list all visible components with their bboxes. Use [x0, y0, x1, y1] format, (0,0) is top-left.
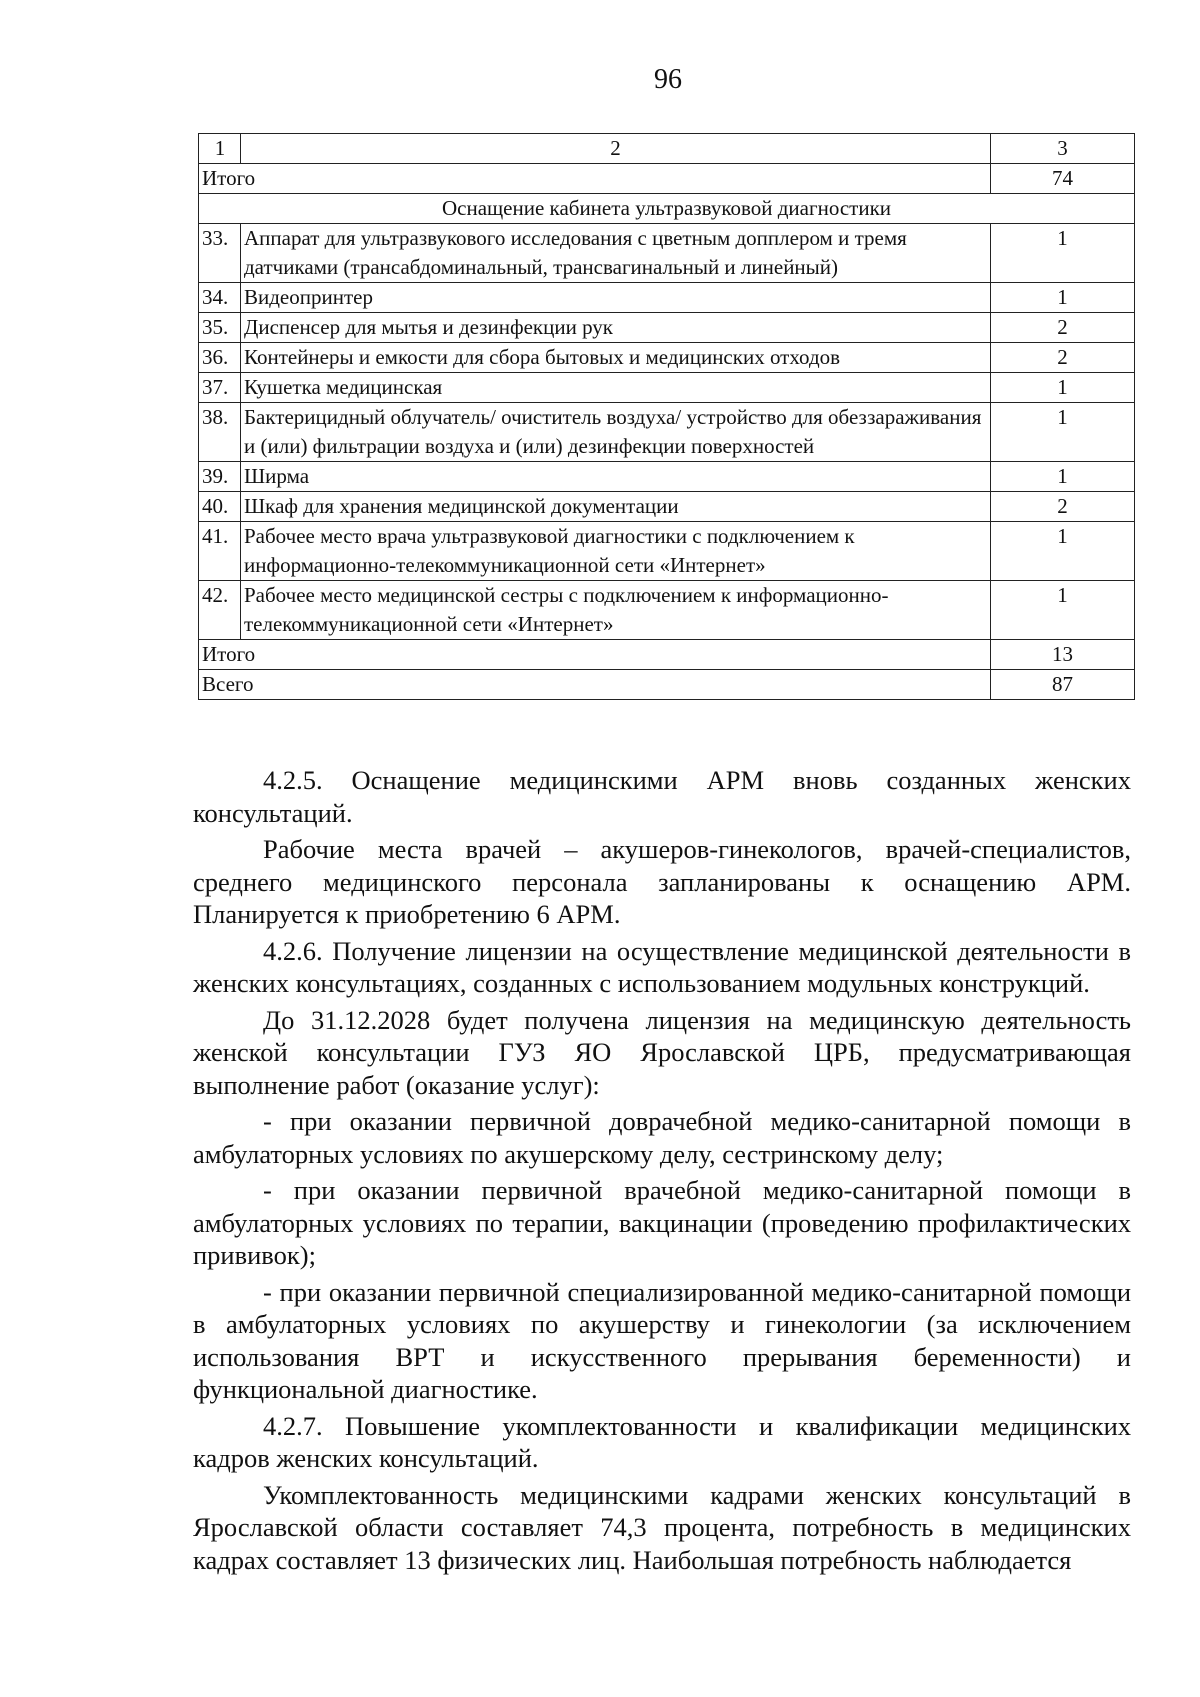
header-col-1: 1: [199, 134, 241, 164]
row-qty: 2: [991, 492, 1135, 522]
table-row: [199, 373, 1135, 403]
row-number: 36.: [199, 343, 241, 373]
paragraph: До 31.12.2028 будет получена лицензия на медицинскую деятельность женской консультации ГУЗ ЯО Ярославской ЦРБ, предусматривающая выполнение работ (оказание услуг):: [193, 1004, 1131, 1100]
table-row: [199, 403, 1135, 462]
paragraph: Укомплектованность медицинскими кадрами женских консультаций в Ярославской области составляет 74,3 процента, потребность в медицинских кадрах составляет 13 физических лиц. Наибольшая потребность наблюдается: [193, 1479, 1131, 1575]
row-name: Контейнеры и емкости для сбора бытовых и медицинских отходов: [241, 343, 991, 373]
row-name: Ширма: [241, 462, 991, 492]
section-title-row: [199, 194, 1135, 224]
table-row: [199, 224, 1135, 283]
table-row: [199, 343, 1135, 373]
page-number: 96: [654, 64, 682, 95]
row-number: 34.: [199, 283, 241, 313]
paragraph-4-2-7-heading: 4.2.7. Повышение укомплектованности и квалификации медицинских кадров женских консультаций.: [193, 1410, 1131, 1473]
row-qty: 1: [991, 522, 1135, 581]
row-name: Диспенсер для мытья и дезинфекции рук: [241, 313, 991, 343]
row-name: Рабочее место врача ультразвуковой диагностики с подключением к информационно-телекоммуникационной сети «Интернет»: [241, 522, 991, 581]
row-number: 41.: [199, 522, 241, 581]
row-qty: 1: [991, 581, 1135, 640]
row-qty: 1: [991, 403, 1135, 462]
row-number: 33.: [199, 224, 241, 283]
table-row: [199, 581, 1135, 640]
row-name: Кушетка медицинская: [241, 373, 991, 403]
row-number: 40.: [199, 492, 241, 522]
section-total-label: Итого: [199, 640, 991, 670]
equipment-table: [198, 133, 1135, 700]
list-item: - при оказании первичной доврачебной медико-санитарной помощи в амбулаторных условиях по акушерскому делу, сестринскому делу;: [193, 1106, 1131, 1169]
paragraph-4-2-5-heading: 4.2.5. Оснащение медицинскими АРМ вновь созданных женских консультаций.: [193, 765, 1131, 828]
row-name: Шкаф для хранения медицинской документации: [241, 492, 991, 522]
body-text: [193, 764, 1131, 1576]
top-total-row: [199, 164, 1135, 194]
row-name: Бактерицидный облучатель/ очиститель воздуха/ устройство для обеззараживания и (или) фильтрации воздуха и (или) дезинфекции поверхностей: [241, 403, 991, 462]
row-qty: 1: [991, 373, 1135, 403]
row-qty: 1: [991, 283, 1135, 313]
grand-total-value: 87: [991, 670, 1135, 700]
section-total-row: [199, 640, 1135, 670]
row-name: Видеопринтер: [241, 283, 991, 313]
paragraph: Рабочие места врачей – акушеров-гинекологов, врачей-специалистов, среднего медицинского персонала запланированы к оснащению АРМ. Планируется к приобретению 6 АРМ.: [193, 834, 1131, 929]
paragraph-4-2-6-heading: 4.2.6. Получение лицензии на осуществление медицинской деятельности в женских консультациях, созданных с использованием модульных конструкций.: [193, 935, 1131, 998]
row-qty: 1: [991, 462, 1135, 492]
row-name: Аппарат для ультразвукового исследования с цветным допплером и тремя датчиками (трансабдоминальный, трансвагинальный и линейный): [241, 224, 991, 283]
table-row: [199, 313, 1135, 343]
section-total-value: 13: [991, 640, 1135, 670]
row-number: 35.: [199, 313, 241, 343]
row-qty: 1: [991, 224, 1135, 283]
row-name: Рабочее место медицинской сестры с подключением к информационно-телекоммуникационной сети «Интернет»: [241, 581, 991, 640]
table-header-row: [199, 134, 1135, 164]
list-item: - при оказании первичной врачебной медико-санитарной помощи в амбулаторных условиях по терапии, вакцинации (проведению профилактических прививок);: [193, 1175, 1131, 1270]
section-title: Оснащение кабинета ультразвуковой диагностики: [199, 194, 1135, 224]
table-row: [199, 492, 1135, 522]
table-row: [199, 283, 1135, 313]
table-row: [199, 462, 1135, 492]
top-total-label: Итого: [199, 164, 991, 194]
header-col-2: 2: [241, 134, 991, 164]
grand-total-row: [199, 670, 1135, 700]
list-item: - при оказании первичной специализированной медико-санитарной помощи в амбулаторных условиях по акушерству и гинекологии (за исключением использования ВРТ и искусственного прерывания беременности) и функциональной диагностике.: [193, 1276, 1131, 1404]
table-row: [199, 522, 1135, 581]
grand-total-label: Всего: [199, 670, 991, 700]
row-number: 42.: [199, 581, 241, 640]
row-qty: 2: [991, 313, 1135, 343]
row-number: 37.: [199, 373, 241, 403]
header-col-3: 3: [991, 134, 1135, 164]
row-qty: 2: [991, 343, 1135, 373]
row-number: 39.: [199, 462, 241, 492]
row-number: 38.: [199, 403, 241, 462]
top-total-value: 74: [991, 164, 1135, 194]
